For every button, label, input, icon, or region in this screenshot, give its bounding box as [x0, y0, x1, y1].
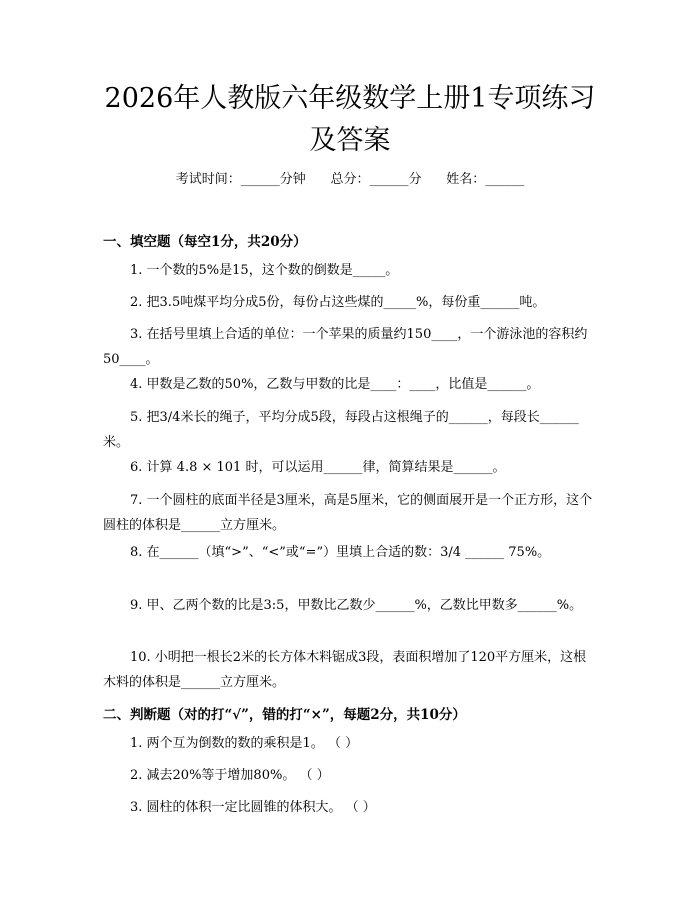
- question-fill-10: 10. 小明把一根长2米的长方体木料锯成3段，表面积增加了120平方厘米，这根木料的体积是______立方厘米。: [103, 650, 587, 690]
- question-fill-4: 4. 甲数是乙数的50%，乙数与甲数的比是____：____，比值是______。: [130, 377, 540, 392]
- question-fill-3: 3. 在括号里填上合适的单位：一个苹果的质量约150____，一个游泳池的容积约50____。: [103, 327, 588, 367]
- question-fill-7: 7. 一个圆柱的底面半径是3厘米，高是5厘米，它的侧面展开是一个正方形，这个圆柱的体积是______立方厘米。: [103, 493, 593, 533]
- question-tf-1: 1. 两个互为倒数的数的乘积是1。 （ ）: [130, 736, 359, 751]
- section-heading-fill-in: 一、填空题（每空1分，共20分）: [103, 234, 307, 250]
- question-fill-6: 6. 计算 4.8 × 101 时，可以运用______律，简算结果是______。: [130, 460, 506, 475]
- question-fill-5: 5. 把3/4米长的绳子，平均分成5段，每段占这根绳子的______，每段长______米。: [103, 410, 579, 450]
- question-fill-9: 9. 甲、乙两个数的比是3:5，甲数比乙数少______%，乙数比甲数多______%。: [130, 598, 583, 613]
- question-fill-1: 1. 一个数的5%是15，这个数的倒数是_____。: [130, 263, 399, 278]
- question-tf-2: 2. 减去20%等于增加80%。 （ ）: [130, 768, 330, 783]
- page-title: 2026年人教版六年级数学上册1专项练习及答案: [104, 83, 596, 156]
- question-fill-8: 8. 在______（填“>”、“<”或“=”）里填上合适的数：3/4 ______ 75%。: [130, 545, 551, 560]
- section-heading-true-false: 二、判断题（对的打“√”，错的打“×”，每题2分，共10分）: [103, 707, 466, 723]
- exam-info-line: 考试时间：______分钟 总分：______分 姓名：______: [175, 172, 525, 187]
- question-tf-3: 3. 圆柱的体积一定比圆锥的体积大。 （ ）: [130, 800, 376, 815]
- question-fill-2: 2. 把3.5吨煤平均分成5份，每份占这些煤的_____%，每份重______吨。: [130, 295, 546, 310]
